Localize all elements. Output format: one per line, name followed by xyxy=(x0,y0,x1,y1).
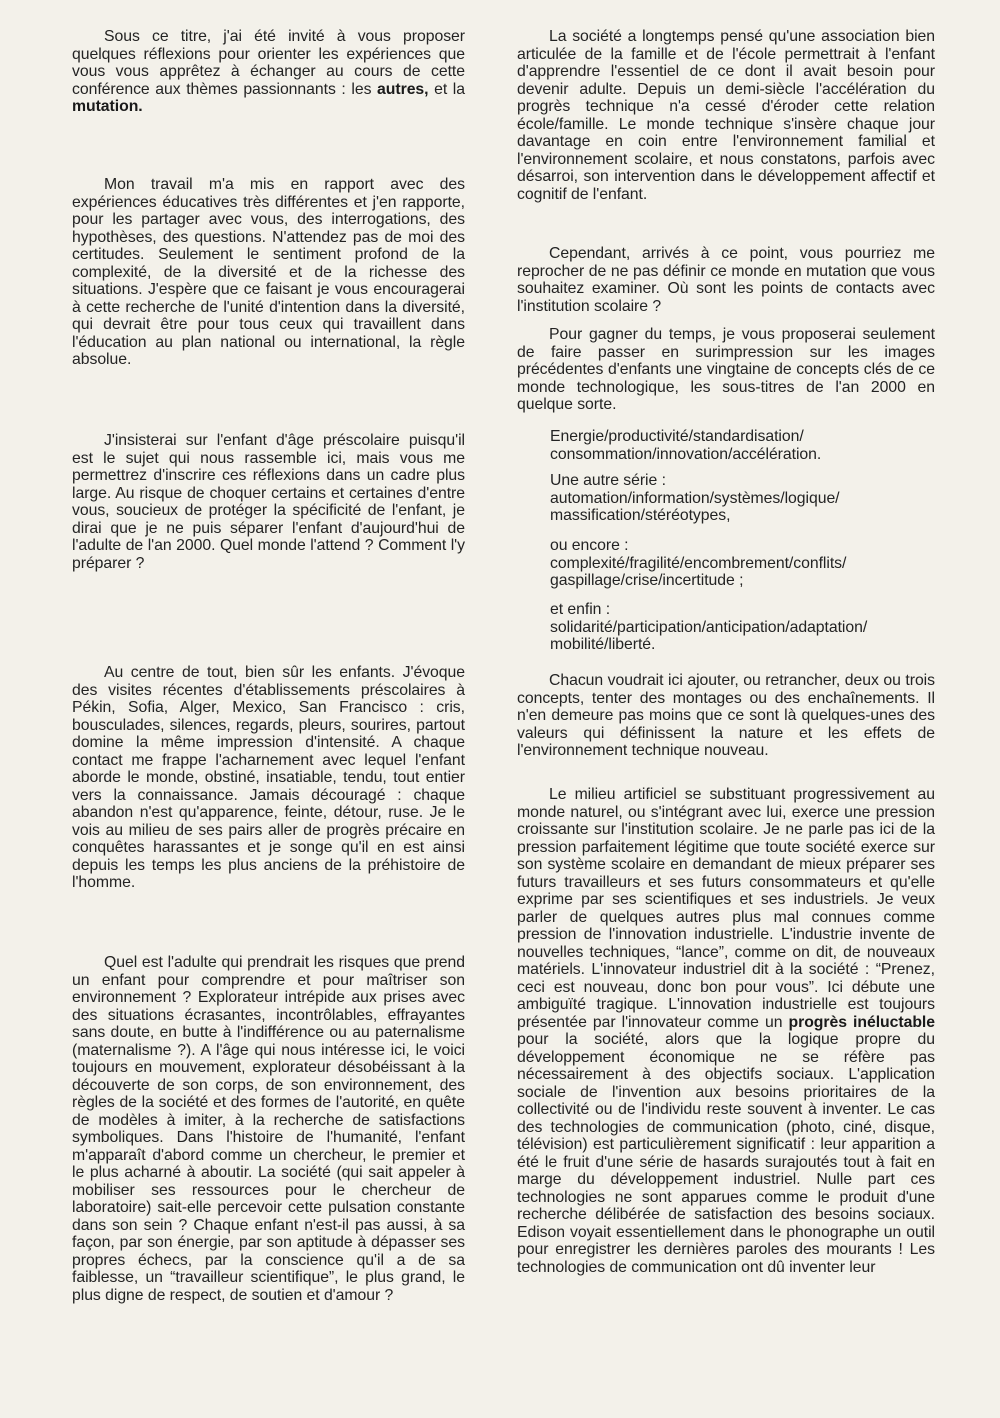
concept-list-3: ou encore : complexité/fragilité/encombrement/conflits/ gaspillage/crise/incertitude ; xyxy=(550,537,847,589)
paragraph: Chacun voudrait ici ajouter, ou retrancher, deux ou trois concepts, tenter des montages ou des enchaînements. Il n'en demeure pas moins que ce sont là quelques-unes des valeurs qui définissent la nature et les effets de l'environnement technique nouveau. xyxy=(517,672,935,759)
concept-list-2: Une autre série : automation/information/systèmes/logique/ massification/stéréotypes, xyxy=(550,472,840,524)
paragraph: Pour gagner du temps, je vous proposerai seulement de faire passer en surimpression sur les images précédentes d'enfants une vingtaine de concepts clés de ce monde technologique, les sous-titres de l'an 2000 en quelque sorte. xyxy=(517,326,935,413)
paragraph: J'insisterai sur l'enfant d'âge préscolaire puisqu'il est le sujet qui nous rassemble ici, mais vous me permettrez d'inscrire ces réflexions dans un cadre plus large. Au risque de choquer certains et certaines d'entre vous, soucieux de protéger la spécificité de l'enfant, je dirai que je ne puis séparer l'enfant d'aujourd'hui de l'adulte de l'an 2000. Quel monde l'attend ? Comment l'y préparer ? xyxy=(72,432,465,572)
emphasis-autres: autres, xyxy=(377,80,429,98)
concept-list-1: Energie/productivité/standardisation/ consommation/innovation/accélération. xyxy=(550,428,822,463)
concept-list-4: et enfin : solidarité/participation/anticipation/adaptation/ mobilité/liberté. xyxy=(550,601,868,653)
paragraph: Sous ce titre, j'ai été invité à vous proposer quelques réflexions pour orienter les expériences que vous vous apprêtez à échanger au cours de cette conférence aux thèmes passionnants : les autres, et la mutation. xyxy=(72,28,465,115)
emphasis-mutation: mutation. xyxy=(72,98,143,115)
emphasis-progres-ineluctable: progrès inéluctable xyxy=(788,1013,935,1031)
paragraph: La société a longtemps pensé qu'une association bien articulée de la famille et de l'école permettrait à l'enfant d'apprendre l'essentiel de ce dont il avait besoin pour devenir adulte. Depuis un demi-siècle l'accélération du progrès technique n'a cessé d'éroder cette relation école/famille. Le monde technique s'insère chaque jour davantage en coin entre l'environnement familial et l'environnement scolaire, et nous constatons, parfois avec désarroi, son intervention dans le développement affectif et cognitif de l'enfant. xyxy=(517,28,935,203)
paragraph: Le milieu artificiel se substituant progressivement au monde naturel, ou s'intégrant avec lui, exerce une pression croissante sur l'institution scolaire. Je ne parle pas ici de la pression parfaitement légitime que toute société exerce sur son système scolaire en demandant de mieux préparer ses futurs travailleurs et ses futurs consommateurs et qu'elle exprime par ses scientifiques et ses industriels. Je veux parler de quelques autres plus mal connues comme pression de l'innovation industrielle. L'industrie invente de nouvelles techniques, “lance”, comme on dit, de nouveaux matériels. L'innovateur industriel dit à la société : “Prenez, ceci est nouveau, donc bon pour vous”. Ici débute une ambiguïté tragique. L'innovation industrielle est toujours présentée par l'innovateur comme un progrès inéluctable pour la société, alors que la logique propre du développement économique ne se réfère pas nécessairement à des objectifs sociaux. L'application sociale de l'invention aux besoins prioritaires de la collectivité ou de l'individu reste souvent à inventer. Le cas des technologies de communication (photo, ciné, disque, télévision) est particulièrement significatif : leur apparition a été le fruit d'une série de hasards surajoutés tout à fait en marge du développement industriel. Nulle part ces technologies ne sont apparues comme le produit d'une recherche délibérée de satisfaction des besoins sociaux. Edison voyait essentiellement dans le phonographe un outil pour enregistrer les dernières paroles des mourants ! Les technologies de communication ont dû inventer leur xyxy=(517,786,935,1276)
paragraph: Cependant, arrivés à ce point, vous pourriez me reprocher de ne pas définir ce monde en mutation que vous souhaitez examiner. Où sont les points de contacts avec l'institution scolaire ? xyxy=(517,245,935,315)
paragraph: Mon travail m'a mis en rapport avec des expériences éducatives très différentes et j'en rapporte, pour les partager avec vous, des interrogations, des hypothèses, des questions. N'attendez pas de moi des certitudes. Seulement le sentiment profond de la complexité, de la diversité et de la richesse des situations. J'espère que ce faisant je vous encouragerai à cette recherche de l'unité d'intention dans la diversité, qui devrait être pour tous ceux qui travaillent dans l'éducation au plan national ou international, la règle absolue. xyxy=(72,176,465,368)
paragraph: Au centre de tout, bien sûr les enfants. J'évoque des visites récentes d'établissements préscolaires à Pékin, Sofia, Alger, Mexico, San Francisco : cris, bousculades, silences, regards, pleurs, sourires, partout domine la même impression d'intensité. A chaque contact me frappe l'acharnement avec lequel l'enfant aborde le monde, obstiné, insatiable, tendu, tout entier vers la connaissance. Jamais découragé : chaque abandon n'est qu'apparence, feinte, détour, ruse. Je le vois au milieu de ses pairs aller de progrès précaire en conquêtes harassantes et je songe qu'il en est ainsi depuis les temps les plus anciens de la préhistoire de l'homme. xyxy=(72,664,465,891)
paragraph: Quel est l'adulte qui prendrait les risques que prend un enfant pour comprendre et pour maîtriser son environnement ? Explorateur intrépide aux prises avec des situations écrasantes, incontrôlables, effrayantes sans doute, en butte à l'indifférence ou au paternalisme (maternalisme ?). A l'âge qui nous intéresse ici, le voici toujours en mouvement, explorateur désobéissant à la découverte de son corps, de son environnement, des règles de la société et des formes de l'autorité, en quête de modèles à imiter, à la recherche de satisfactions symboliques. Dans l'histoire de l'humanité, l'enfant m'apparaît d'abord comme un chercheur, le premier et le plus acharné à aboutir. La société (qui sait appeler à mobiliser ses ressources pour le chercheur de laboratoire) sait-elle percevoir cette pulsation constante dans son sein ? Chaque enfant n'est-il pas aussi, à sa façon, par son énergie, par son aptitude à dépasser ses propres échecs, par la conscience qu'il a de sa faiblesse, un “travailleur scientifique”, le plus grand, le plus digne de respect, de soutien et d'amour ? xyxy=(72,954,465,1304)
